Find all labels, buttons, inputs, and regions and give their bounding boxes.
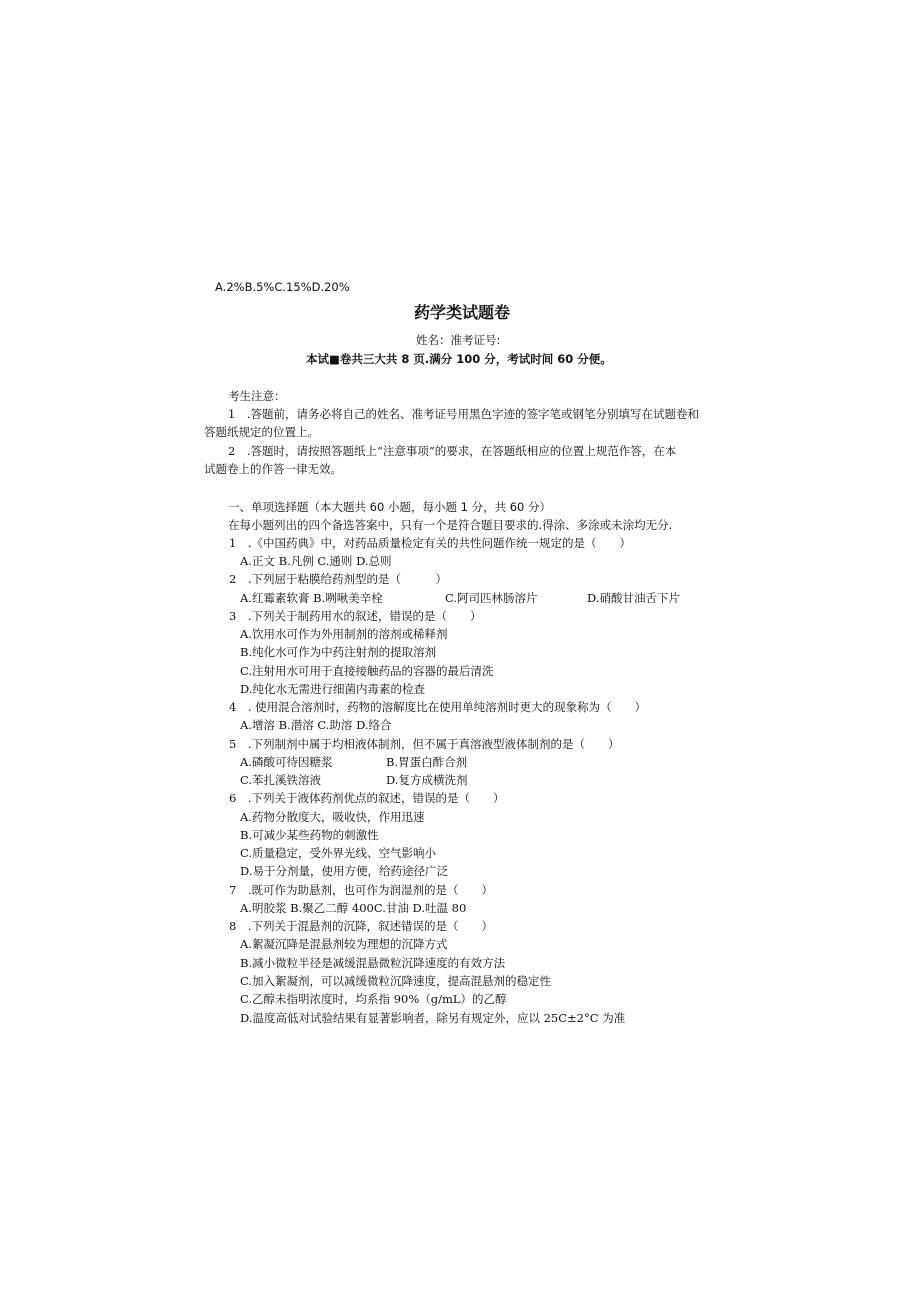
notice-heading: 考生注意： bbox=[228, 389, 286, 403]
question-4-stem: 4 . 使用混合溶剂时，药物的溶解度比在使用单纯溶剂时更大的现象称为（ ） bbox=[229, 700, 647, 714]
question-7-stem: 7 .既可作为助悬剂，也可作为润湿剂的是（ ） bbox=[229, 883, 493, 897]
question-6-option-d: D.易于分剂量，使用方便，给药途径广泛 bbox=[240, 864, 448, 878]
question-6-stem: 6 .下列关于液体药剂优点的叙述，错误的是（ ） bbox=[229, 791, 505, 805]
question-2-stem: 2 .下列屈于粘膜给药剂型的是（ ） bbox=[229, 572, 447, 586]
notice-item-2: 2 .答题时，请按照答题纸上“注意事项”的要求，在答题纸相应的位置上规范作答，在本 bbox=[228, 444, 677, 458]
question-8-option-d: C.乙醇未指明浓度时，均系指 90%（g/mL）的乙醇 bbox=[240, 992, 507, 1006]
question-5-option-c: C.苯扎溪铁溶液 bbox=[240, 773, 322, 787]
question-8-option-c: C.加入絮凝剂，可以减缓微粒沉降速度，提高混悬剂的稳定性 bbox=[240, 974, 552, 988]
question-8-stem: 8 .下列关于混悬剂的沉降，叙述错误的是（ ） bbox=[229, 919, 493, 933]
question-3-stem: 3 .下列关于制药用水的叙述，错误的是（ ） bbox=[229, 609, 482, 623]
question-2-option-c: C.阿司匹林肠溶片 bbox=[445, 591, 538, 605]
name-line: 姓名：准考证号: bbox=[416, 333, 501, 347]
question-8-option-e: D.温度高低对试验结果有显著影响者，除另有规定外，应以 25C±2°C 为准 bbox=[240, 1011, 626, 1025]
question-5-option-d: D.复方成横洗剂 bbox=[386, 773, 468, 787]
question-2-option-d: D.硝酸甘油舌下片 bbox=[587, 591, 680, 605]
page-title: 药学类试题卷 bbox=[414, 303, 511, 322]
section-heading: 一、单项选择题（本大题共 60 小题，每小题 1 分，共 60 分） bbox=[228, 500, 552, 514]
stray-answer-line: A.2%B.5%C.15%D.20% bbox=[215, 280, 350, 294]
notice-item-1: 1 .答题前，请务必将自己的姓名、准考证号用黑色字迹的签字笔或钢笔分别填写在试题卷和 bbox=[228, 407, 699, 421]
question-3-option-c: C.注射用水可用于直接接触药品的容器的最后清洗 bbox=[240, 664, 494, 678]
question-1-options: A.正文 B.凡例 C.通则 D.总则 bbox=[240, 554, 392, 568]
question-5-option-a: A.磷酸可待因糖浆 bbox=[240, 755, 333, 769]
question-8-option-b: B.减小微粒半径是减缓混悬微粒沉降速度的有效方法 bbox=[240, 956, 506, 970]
question-3-option-d: D.纯化水无需进行细菌内毒素的检查 bbox=[240, 682, 425, 696]
question-4-options: A.增溶 B.潜溶 C.助溶 D.络合 bbox=[240, 718, 392, 732]
question-5-stem: 5 .下列制剂中属于均相液体制剂，但不属于真溶液型液体制剂的是（ ） bbox=[229, 737, 620, 751]
notice-item-1-cont: 答题纸规定的位置上。 bbox=[204, 425, 319, 439]
question-6-option-a: A.药物分散度大，吸收快，作用迅速 bbox=[240, 810, 425, 824]
question-5-option-b: B.胃蛋白酢合剂 bbox=[386, 755, 468, 769]
question-6-option-b: B.可减少某些药物的刺激性 bbox=[240, 828, 379, 842]
exam-info: 本试■卷共三大共 8 页.满分 100 分，考试时间 60 分便。 bbox=[306, 352, 612, 366]
question-8-option-a: A.絮凝沉降是混悬剂较为理想的沉降方式 bbox=[240, 937, 448, 951]
question-3-option-b: B.纯化水可作为中药注射剂的提取溶剂 bbox=[240, 645, 437, 659]
section-instruction: 在每小题列出的四个备选答案中，只有一个是符合题目要求的.得涂、多涂或未涂均无分. bbox=[228, 518, 673, 532]
question-2-option-ab: A.红霉素软膏 B.咧啾美辛栓 bbox=[240, 591, 383, 605]
question-6-option-c: C.质量稳定，受外界光线、空气影响小 bbox=[240, 846, 437, 860]
question-7-options: A.明胶浆 B.聚乙二醇 400C.甘油 D.吐温 80 bbox=[240, 901, 467, 915]
question-3-option-a: A.饮用水可作为外用制剂的溶剂或稀释剂 bbox=[240, 627, 448, 641]
notice-item-2-cont: 试题卷上的作答一律无效。 bbox=[204, 462, 342, 476]
question-1-stem: 1 .《中国药典》中，对药品质量检定有关的共性问题作统一规定的是（ ） bbox=[229, 536, 631, 550]
